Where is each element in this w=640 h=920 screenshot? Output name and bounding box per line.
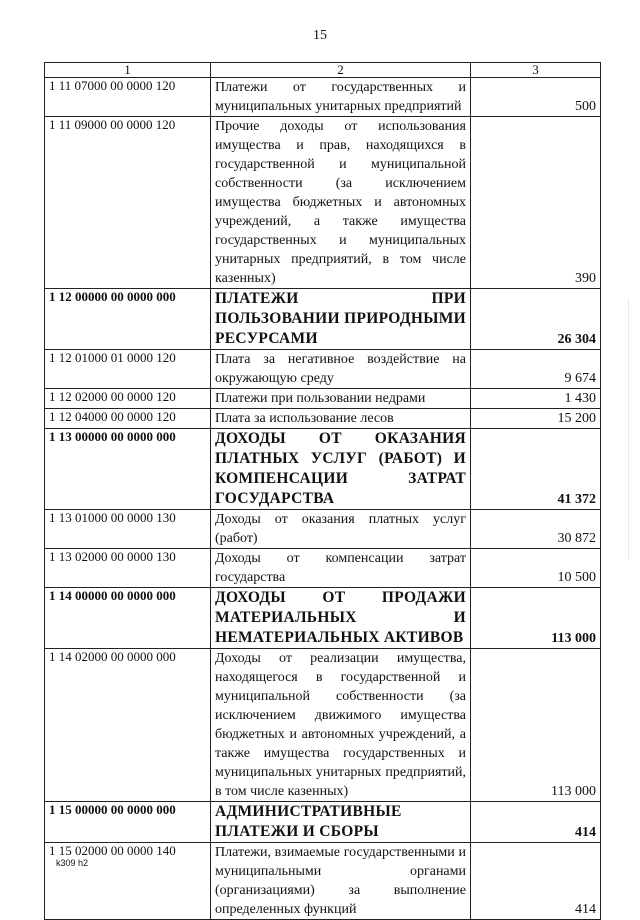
- revenue-name-cell: Плата за негативное воздействие на окружающую среду: [211, 350, 471, 389]
- table-section-row: [45, 802, 601, 843]
- table-row: [45, 350, 601, 389]
- footer-document-code: k309 h2: [56, 858, 89, 868]
- revenue-code-cell: 1 11 07000 00 0000 120: [45, 78, 211, 117]
- revenue-name-cell: ДОХОДЫ ОТ ОКАЗАНИЯ ПЛАТНЫХ УСЛУГ (РАБОТ) И КОМПЕНСАЦИИ ЗАТРАТ ГОСУДАРСТВА: [211, 429, 471, 510]
- table-body: [45, 78, 601, 920]
- revenue-code-cell: 1 14 00000 00 0000 000: [45, 588, 211, 649]
- table-row: [45, 389, 601, 409]
- column-header-2: 2: [211, 63, 471, 78]
- revenue-code-cell: 1 14 02000 00 0000 000: [45, 649, 211, 802]
- table-row: [45, 78, 601, 117]
- revenue-code-cell: 1 13 01000 00 0000 130: [45, 510, 211, 549]
- margin-scan-mark: [628, 300, 637, 560]
- revenue-name-cell: Плата за использование лесов: [211, 409, 471, 429]
- amount-cell: 113 000: [471, 588, 601, 649]
- table-row: [45, 409, 601, 429]
- table-row: [45, 510, 601, 549]
- amount-cell: 113 000: [471, 649, 601, 802]
- revenue-name-cell: Платежи от государственных и муниципальных унитарных предприятий: [211, 78, 471, 117]
- revenue-code-cell: 1 13 00000 00 0000 000: [45, 429, 211, 510]
- revenue-name-cell: АДМИНИСТРАТИВНЫЕ ПЛАТЕЖИ И СБОРЫ: [211, 802, 471, 843]
- amount-cell: 500: [471, 78, 601, 117]
- revenue-name-cell: Платежи при пользовании недрами: [211, 389, 471, 409]
- revenue-name-cell: Прочие доходы от использования имущества и прав, находящихся в государственной и муниципальной собственности (за исключением имущества бюджетных и автономных учреждений, а также имущества государственных и муниципальных унитарных предприятий, в том числе казенных): [211, 117, 471, 289]
- amount-cell: 414: [471, 843, 601, 920]
- table-section-row: [45, 289, 601, 350]
- revenue-name-cell: ПЛАТЕЖИ ПРИ ПОЛЬЗОВАНИИ ПРИРОДНЫМИ РЕСУРСАМИ: [211, 289, 471, 350]
- revenue-code-cell: 1 15 02000 00 0000 140: [45, 843, 211, 920]
- amount-cell: 30 872: [471, 510, 601, 549]
- amount-cell: 9 674: [471, 350, 601, 389]
- revenue-code-cell: 1 15 00000 00 0000 000: [45, 802, 211, 843]
- revenue-code-cell: 1 12 04000 00 0000 120: [45, 409, 211, 429]
- budget-revenue-table: [44, 62, 601, 920]
- amount-cell: 390: [471, 117, 601, 289]
- revenue-code-cell: 1 13 02000 00 0000 130: [45, 549, 211, 588]
- table-section-row: [45, 429, 601, 510]
- table-row: [45, 117, 601, 289]
- revenue-name-cell: Доходы от реализации имущества, находящегося в государственной и муниципальной собственности (за исключением движимого имущества бюджетных и автономных учреждений, а также имущества государственных и муниципальных унитарных предприятий, в том числе казенных): [211, 649, 471, 802]
- revenue-name-cell: Доходы от оказания платных услуг (работ): [211, 510, 471, 549]
- table-header: [45, 63, 601, 78]
- page-number: 15: [313, 28, 327, 43]
- amount-cell: 41 372: [471, 429, 601, 510]
- revenue-code-cell: 1 12 02000 00 0000 120: [45, 389, 211, 409]
- revenue-code-cell: 1 12 01000 01 0000 120: [45, 350, 211, 389]
- revenue-name-cell: Платежи, взимаемые государственными и муниципальными органами (организациями) за выполнение определенных функций: [211, 843, 471, 920]
- amount-cell: 10 500: [471, 549, 601, 588]
- amount-cell: 414: [471, 802, 601, 843]
- table-row: [45, 549, 601, 588]
- table-section-row: [45, 588, 601, 649]
- column-header-3: 3: [471, 63, 601, 78]
- revenue-code-cell: 1 12 00000 00 0000 000: [45, 289, 211, 350]
- revenue-name-cell: ДОХОДЫ ОТ ПРОДАЖИ МАТЕРИАЛЬНЫХ И НЕМАТЕРИАЛЬНЫХ АКТИВОВ: [211, 588, 471, 649]
- amount-cell: 1 430: [471, 389, 601, 409]
- revenue-name-cell: Доходы от компенсации затрат государства: [211, 549, 471, 588]
- amount-cell: 15 200: [471, 409, 601, 429]
- revenue-code-cell: 1 11 09000 00 0000 120: [45, 117, 211, 289]
- table-row: [45, 649, 601, 802]
- column-header-1: 1: [45, 63, 211, 78]
- amount-cell: 26 304: [471, 289, 601, 350]
- table-row: [45, 843, 601, 920]
